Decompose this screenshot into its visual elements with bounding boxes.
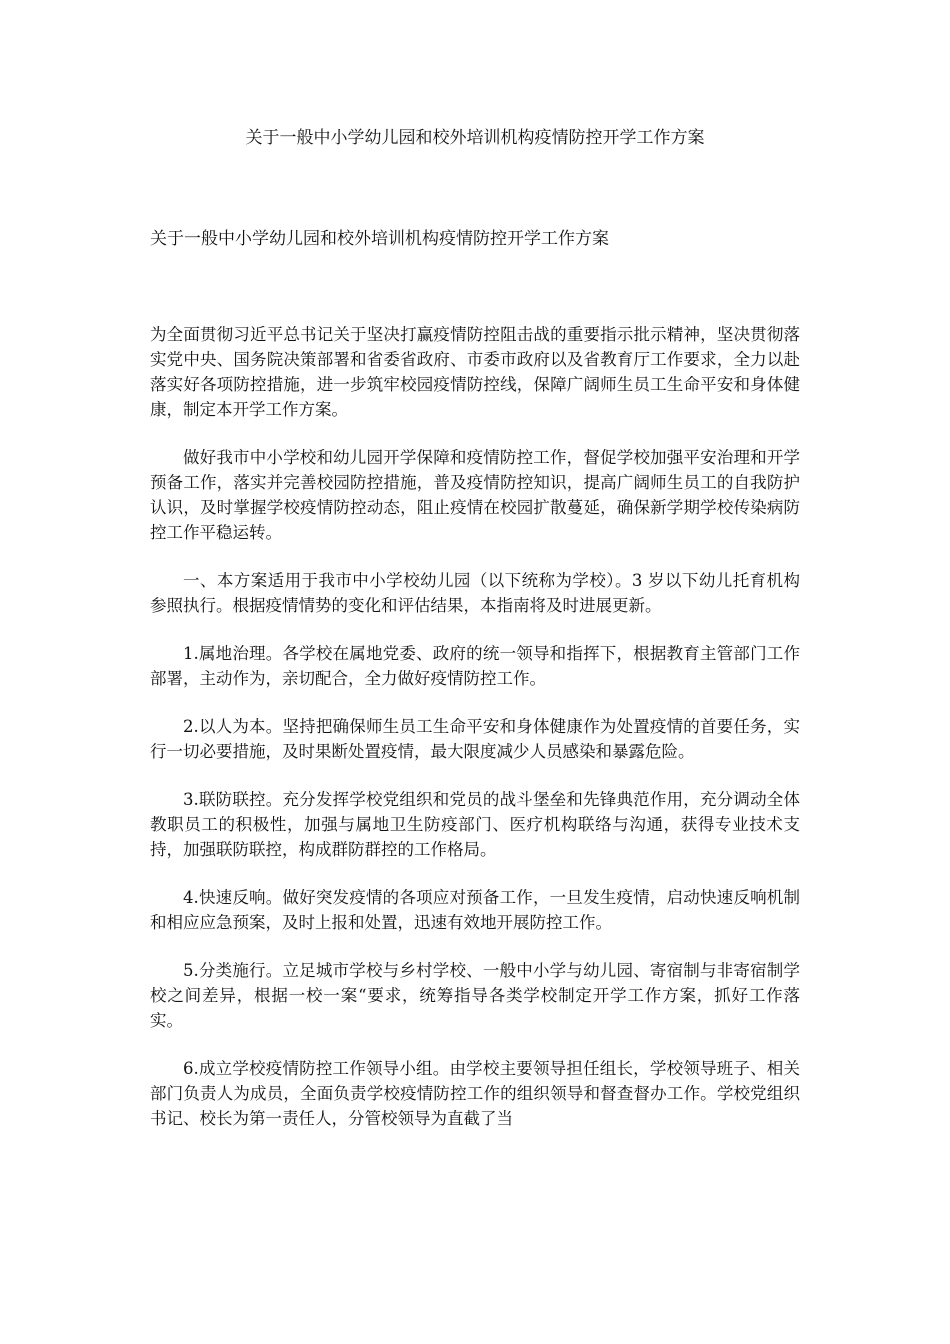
paragraph-leadership: 6.成立学校疫情防控工作领导小组。由学校主要领导担任组长，学校领导班子、相关部门负责人为成员，全面负责学校疫情防控工作的组织领导和督查督办工作。学校党组织书记、校长为第一责任人，分管校领导为直截了当 bbox=[150, 1059, 800, 1128]
paragraph-principle-2: 2.以人为本。坚持把确保师生员工生命平安和身体健康作为处置疫情的首要任务，实行一切必要措施，及时果断处置疫情，最大限度减少人员感染和暴露危险。 bbox=[150, 717, 800, 761]
page-header-title: 关于一般中小学幼儿园和校外培训机构疫情防控开学工作方案 bbox=[245, 128, 705, 148]
paragraph-scope: 一、本方案适用于我市中小学校幼儿园（以下统称为学校）。3 岁以下幼儿托育机构参照执行。根据疫情情势的变化和评估结果，本指南将及时进展更新。 bbox=[150, 571, 800, 615]
paragraph-intro: 为全面贯彻习近平总书记关于坚决打赢疫情防控阻击战的重要指示批示精神，坚决贯彻落实党中央、国务院决策部署和省委省政府、市委市政府以及省教育厅工作要求，全力以赴落实好各项防控措施，进一步筑牢校园疫情防控线，保障广阔师生员工生命平安和身体健康，制定本开学工作方案。 bbox=[150, 325, 800, 419]
paragraph-principle-3: 3.联防联控。充分发挥学校党组织和党员的战斗堡垒和先锋典范作用，充分调动全体教职员工的积极性，加强与属地卫生防疫部门、医疗机构联络与沟通，获得专业技术支持，加强联防联控，构成群防群控的工作格局。 bbox=[150, 790, 800, 859]
paragraph-principle-4: 4.快速反响。做好突发疫情的各项应对预备工作，一旦发生疫情，启动快速反响机制和相应应急预案，及时上报和处置，迅速有效地开展防控工作。 bbox=[150, 888, 800, 932]
document-title: 关于一般中小学幼儿园和校外培训机构疫情防控开学工作方案 bbox=[150, 229, 609, 249]
paragraph-principle-1: 1.属地治理。各学校在属地党委、政府的统一领导和指挥下，根据教育主管部门工作部署，主动作为，亲切配合，全力做好疫情防控工作。 bbox=[150, 644, 800, 688]
paragraph-goal: 做好我市中小学校和幼儿园开学保障和疫情防控工作，督促学校加强平安治理和开学预备工作，落实并完善校园防控措施，普及疫情防控知识，提高广阔师生员工的自我防护认识，及时掌握学校疫情防控动态，阻止疫情在校园扩散蔓延，确保新学期学校传染病防控工作平稳运转。 bbox=[150, 448, 800, 542]
paragraph-principle-5: 5.分类施行。立足城市学校与乡村学校、一般中小学与幼儿园、寄宿制与非寄宿制学校之间差异，根据一校一案“要求，统筹指导各类学校制定开学工作方案，抓好工作落实。 bbox=[150, 961, 800, 1030]
document-body bbox=[150, 322, 800, 1154]
